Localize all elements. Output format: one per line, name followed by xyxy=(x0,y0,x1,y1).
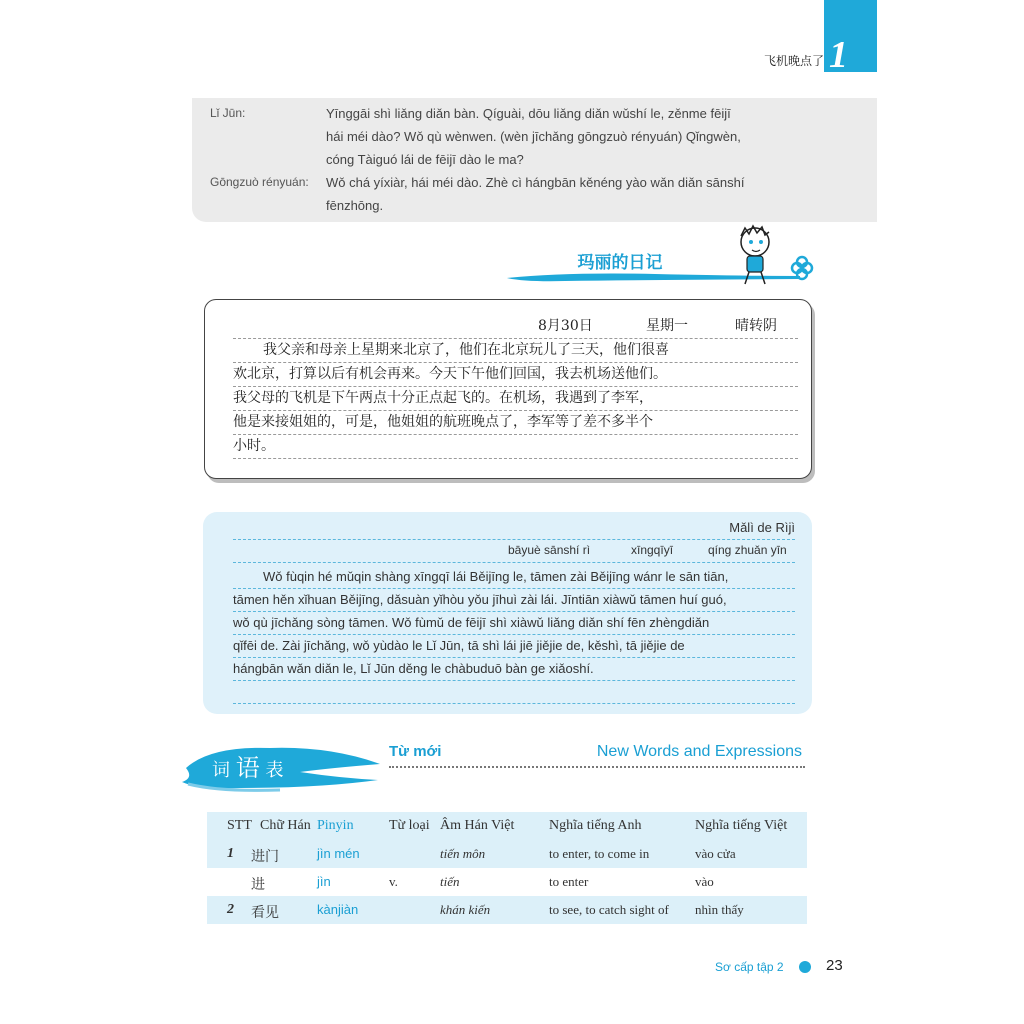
row-han: 进 xyxy=(251,878,265,893)
row-en: to enter xyxy=(549,874,589,889)
vocab-table xyxy=(207,812,807,924)
vocab-label-char: 表 xyxy=(265,760,284,781)
row-pinyin: jìn xyxy=(317,874,331,889)
footer-book-title: Sơ cấp tập 2 xyxy=(715,960,784,974)
diary-date: 8月30日 xyxy=(538,318,593,334)
header-hanviet: Âm Hán Việt xyxy=(440,818,515,833)
pinyin-empty-line xyxy=(233,680,795,704)
row-vn: nhìn thấy xyxy=(695,902,744,917)
dialogue-line: hái méi dào? Wǒ qù wènwen. (wèn jīchǎng gōngzuò rényuán) Qǐngwèn, xyxy=(326,129,741,144)
pinyin-title-row xyxy=(233,516,795,540)
row-pos: v. xyxy=(389,874,398,889)
diary-weekday: 星期一 xyxy=(646,318,688,334)
vocab-title-en: New Words and Expressions xyxy=(596,743,802,760)
speaker-staff: Gōngzuò rényuán: xyxy=(210,175,309,189)
vocab-label-char: 语 xyxy=(235,754,260,782)
diary-line: 我父母的飞机是下午两点十分正点起飞的。在机场，我遇到了李军， xyxy=(233,386,798,411)
row-en: to enter, to come in xyxy=(549,846,650,861)
pinyin-weather: qíng zhuǎn yīn xyxy=(708,543,787,557)
row-en: to see, to catch sight of xyxy=(549,902,669,917)
pinyin-date-row xyxy=(233,539,795,563)
header-pinyin: Pinyin xyxy=(317,818,354,833)
row-hanviet: khán kiến xyxy=(440,902,491,917)
row-pinyin: jìn mén xyxy=(317,846,360,861)
dialogue-box xyxy=(192,98,877,222)
pinyin-line: Wǒ fùqin hé mǔqin shàng xīngqī lái Běijīng le, tāmen zài Běijīng wánr le sān tiān, xyxy=(233,565,795,589)
row-han: 进门 xyxy=(251,850,279,865)
dialogue-line: fēnzhōng. xyxy=(326,198,384,213)
diary-line: 他是来接姐姐的，可是，他姐姐的航班晚点了，李军等了差不多半个 xyxy=(233,410,798,435)
dialogue-line: Yīnggāi shì liǎng diǎn bàn. Qíguài, dōu liǎng diǎn wǔshí le, zěnme fēijī xyxy=(326,106,731,121)
row-vn: vào xyxy=(695,874,714,889)
header-han: Chữ Hán xyxy=(260,818,311,833)
row-han: 看见 xyxy=(251,906,279,921)
pinyin-line: hángbān wǎn diǎn le, Lǐ Jūn děng le chàbuduō bàn ge xiǎoshí. xyxy=(233,657,795,681)
pinyin-title: Mǎlì de Rìjì xyxy=(729,520,795,535)
lesson-number: 1 xyxy=(829,34,848,76)
header-en: Nghĩa tiếng Anh xyxy=(549,818,642,833)
vocab-title-vn: Từ mới xyxy=(389,743,442,760)
diary-weather: 晴转阴 xyxy=(735,318,777,334)
header-vn: Nghĩa tiếng Việt xyxy=(695,818,788,833)
diary-line: 欢北京，打算以后有机会再来。今天下午他们回国，我去机场送他们。 xyxy=(233,362,798,387)
row-stt: 2 xyxy=(227,902,234,917)
diary-title: 玛丽的日记 xyxy=(577,253,663,273)
dialogue-line: Wǒ chá yíxiàr, hái méi dào. Zhè cì hángbān kěnéng yào wǎn diǎn sānshí xyxy=(326,175,745,190)
pinyin-line: qǐfēi de. Zài jīchǎng, wǒ yùdào le Lǐ Jūn, tā shì lái jiē jiějie de, kěshì, tā jiějie de xyxy=(233,634,795,658)
lesson-title: 飞机晚点了 xyxy=(763,54,824,68)
pinyin-line: tāmen hěn xǐhuan Běijīng, dǎsuàn yǐhòu yǒu jīhuì zài lái. Jīntiān xiàwǔ tāmen huí guó, xyxy=(233,588,795,612)
table-header-row xyxy=(207,812,807,840)
vocab-label-char: 词 xyxy=(212,760,230,781)
row-hanviet: tiến xyxy=(440,874,460,889)
row-vn: vào cửa xyxy=(695,846,736,861)
pinyin-line: wǒ qù jīchǎng sòng tāmen. Wǒ fùmǔ de fēijī shì xiàwǔ liǎng diǎn shí fēn zhèngdiǎn xyxy=(233,611,795,635)
row-stt: 1 xyxy=(227,846,234,861)
vocab-divider xyxy=(389,766,805,768)
pinyin-box xyxy=(203,512,812,714)
table-row xyxy=(207,896,807,924)
diary-box xyxy=(204,299,812,479)
vocab-chinese-label xyxy=(212,748,283,783)
speaker-li-jun: Lǐ Jūn: xyxy=(210,106,246,120)
diary-line: 小时。 xyxy=(233,434,798,459)
page-number: 23 xyxy=(826,957,843,974)
pinyin-date: bāyuè sānshí rì xyxy=(508,543,591,557)
pinyin-weekday: xīngqīyī xyxy=(631,543,674,557)
table-row xyxy=(207,868,807,896)
diary-date-row xyxy=(233,314,798,339)
dialogue-line: cóng Tàiguó lái de fēijī dào le ma? xyxy=(326,152,524,167)
row-hanviet: tiến môn xyxy=(440,846,486,861)
diary-line: 我父亲和母亲上星期来北京了，他们在北京玩儿了三天，他们很喜 xyxy=(233,338,798,363)
boy-illustration-icon xyxy=(725,222,820,287)
table-row xyxy=(207,840,807,868)
row-pinyin: kànjiàn xyxy=(317,902,359,917)
header-stt: STT xyxy=(227,818,252,833)
header-pos: Từ loại xyxy=(389,818,430,833)
footer-dot-icon xyxy=(799,961,811,973)
